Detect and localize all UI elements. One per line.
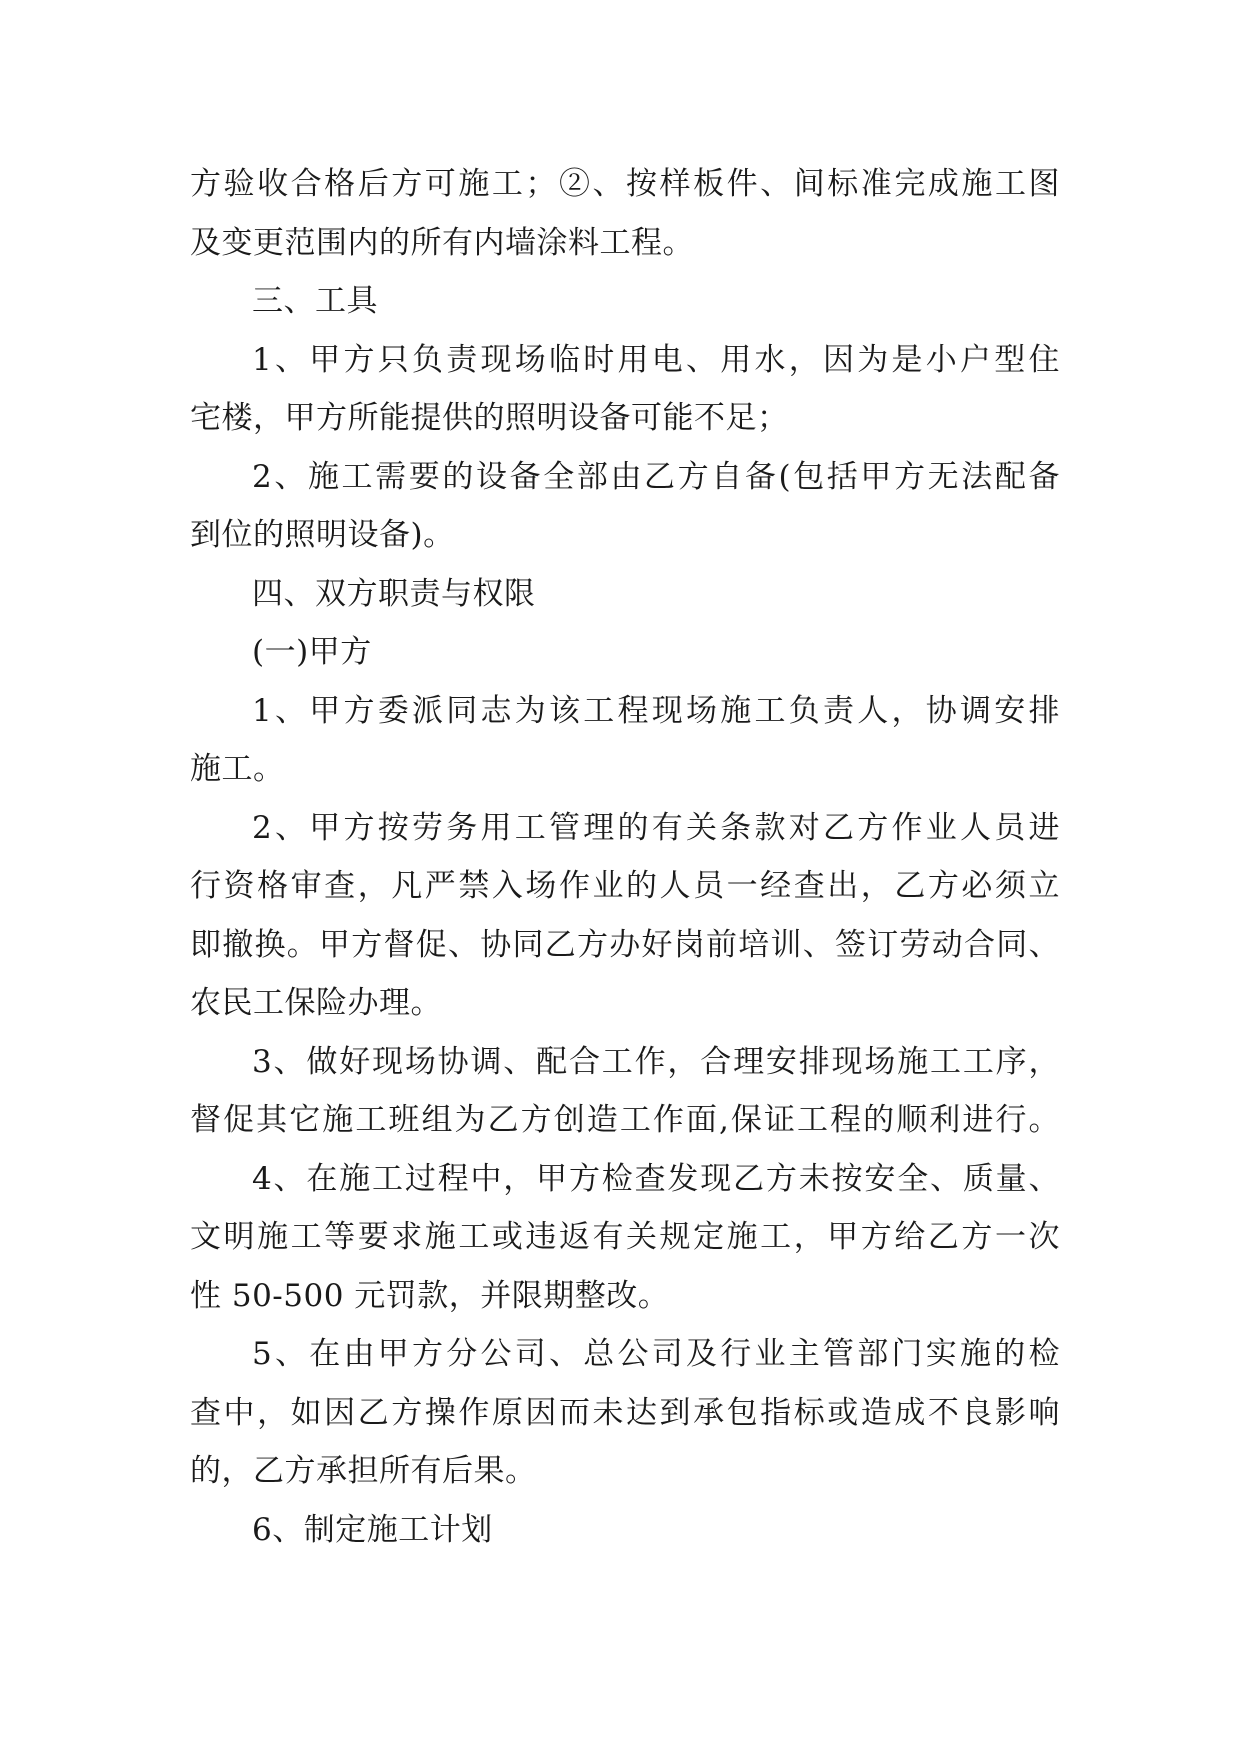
text-line: 1、甲方只负责现场临时用电、用水，因为是小户型住 (252, 341, 1060, 378)
text-line: 到位的照明设备)。 (190, 517, 455, 553)
text-line: 行资格审查，凡严禁入场作业的人员一经查出，乙方必须立 (190, 868, 1060, 904)
text-line: 农民工保险办理。 (190, 985, 442, 1021)
text-line: 方验收合格后方可施工；②、按样板件、间标准完成施工图 (190, 166, 1060, 202)
text-line: 2、甲方按劳务用工管理的有关条款对乙方作业人员进 (252, 809, 1060, 846)
text-line: 督促其它施工班组为乙方创造工作面,保证工程的顺利进行。 (190, 1102, 1060, 1138)
text-line: 性 50-500 元罚款，并限期整改。 (190, 1277, 670, 1314)
text-line: 施工。 (190, 751, 285, 787)
text-line: 2、施工需要的设备全部由乙方自备(包括甲方无法配备 (252, 458, 1060, 495)
text-line: 6、制定施工计划 (252, 1511, 493, 1548)
text-line: 及变更范围内的所有内墙涂料工程。 (190, 224, 694, 261)
text-line: 即撤换。甲方督促、协同乙方办好岗前培训、签订劳动合同、 (190, 926, 1060, 963)
subsection-heading: (一)甲方 (252, 634, 372, 670)
text-line: 文明施工等要求施工或违返有关规定施工，甲方给乙方一次 (190, 1219, 1060, 1255)
text-line: 4、在施工过程中，甲方检查发现乙方未按安全、质量、 (252, 1160, 1060, 1197)
text-line: 的，乙方承担所有后果。 (190, 1453, 537, 1489)
section-heading: 四、双方职责与权限 (252, 575, 536, 612)
text-line: 查中，如因乙方操作原因而未达到承包指标或造成不良影响 (190, 1394, 1060, 1431)
text-line: 1、甲方委派同志为该工程现场施工负责人，协调安排 (252, 692, 1060, 729)
text-line: 5、在由甲方分公司、总公司及行业主管部门实施的检 (252, 1336, 1060, 1372)
text-line: 宅楼，甲方所能提供的照明设备可能不足； (190, 400, 789, 436)
document-page (190, 155, 1060, 1559)
section-heading: 三、工具 (252, 283, 378, 319)
text-line: 3、做好现场协调、配合工作，合理安排现场施工工序， (252, 1043, 1060, 1080)
